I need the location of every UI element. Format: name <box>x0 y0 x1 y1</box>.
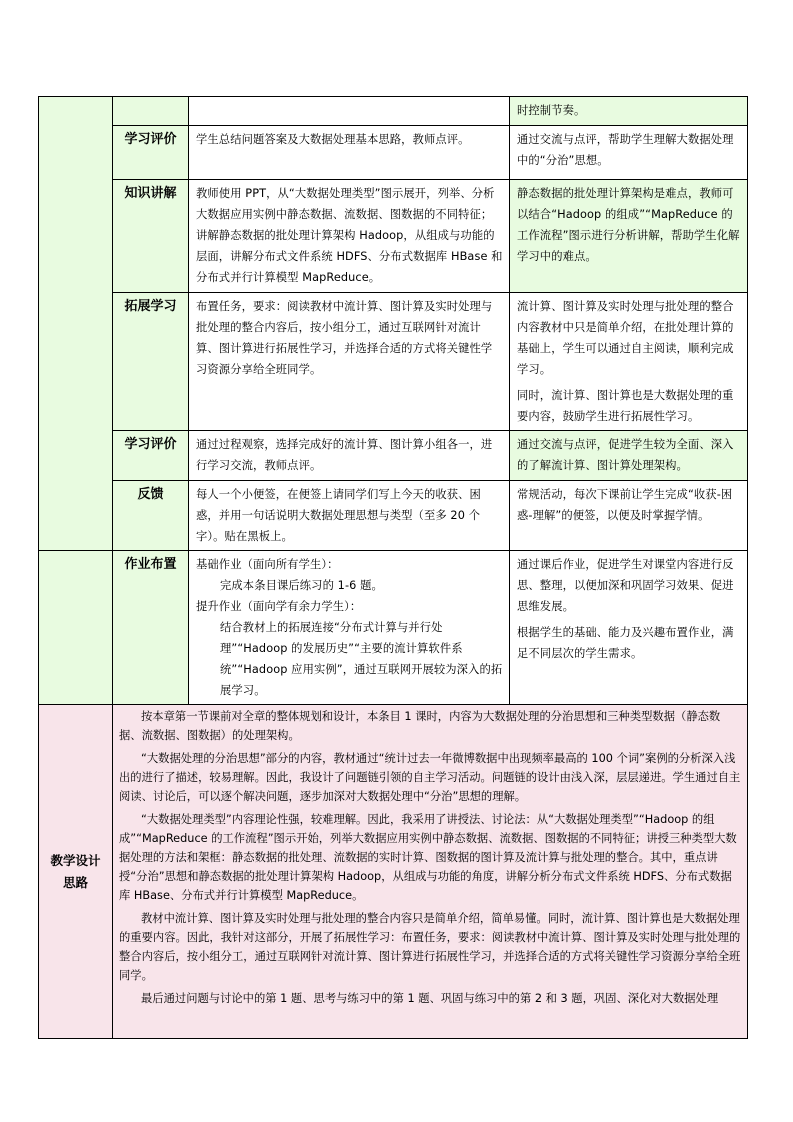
activity-content <box>189 481 510 551</box>
content-paragraph: 学生总结问题答案及大数据处理基本思路，教师点评。 <box>196 133 470 146</box>
activity-note <box>510 431 748 481</box>
lesson-plan-table <box>38 96 748 1039</box>
activity-content <box>189 180 510 293</box>
activity-note <box>510 126 748 180</box>
activity-content <box>189 97 510 126</box>
design-paragraph: “大数据处理类型”内容理论性强，较难理解。因此，我采用了讲授法、讨论法：从“大数据处理类型”“Hadoop 的组成”“MapReduce 的工作流程”图示开始，列举大数据应用实例中静态数据、流数据、图数据的不同特征；讲授三种类型大数据处理的方法和架框：静态数据的批处理、流数据的实时计算、图数据的图计算及流计算与批处理的整合。其中，重点讲授“分治”思想和静态数据的批处理计算架构 Hadoop，从组成与功能的角度，讲解分析分布式文件系统 HDFS、分布式数据库 HBase、分布式并行计算模型 MapReduce。 <box>119 813 737 902</box>
table-row <box>39 180 748 293</box>
note-paragraph: 同时，流计算、图计算也是大数据处理的重要内容，鼓励学生进行拓展性学习。 <box>517 389 734 423</box>
homework-content <box>189 551 510 705</box>
design-label-line: 思路 <box>62 874 88 890</box>
section-label-empty <box>39 551 113 705</box>
design-paragraph: “大数据处理的分治思想”部分的内容，教材通过“统计过去一年微博数据中出现频率最高的 100 个词”案例的分析深入浅出的进行了描述，较易理解。因此，我设计了问题链引领的自主学习活动。问题链的设计由浅入深，层层递进。学生通过自主阅读、讨论后，可以逐个解决问题，逐步加深对大数据处理中“分治”思想的理解。 <box>119 752 741 803</box>
note-paragraph: 通过课后作业，促进学生对课堂内容进行反思、整理，以便加深和巩固学习效果、促进思维发展。 <box>517 558 734 613</box>
design-paragraph: 最后通过问题与讨论中的第 1 题、思考与练习中的第 1 题、巩固与练习中的第 2 和 3 题，巩固、深化对大数据处理 <box>141 992 719 1005</box>
content-paragraph: 通过过程观察，选择完成好的流计算、图计算小组各一，进行学习交流，教师点评。 <box>196 438 493 472</box>
homework-basic-body: 完成本条目课后练习的 1-6 题。 <box>220 579 383 592</box>
note-paragraph: 通过交流与点评，帮助学生理解大数据处理中的“分治”思想。 <box>517 133 734 167</box>
table-row <box>39 431 748 481</box>
activity-content <box>189 431 510 481</box>
activity-label: 学习评价 <box>113 431 189 481</box>
note-paragraph: 流计算、图计算及实时处理与批处理的整合内容教材中只是简单介绍，在批处理计算的基础上，学生可以通过自主阅读，顺利完成学习。 <box>517 300 734 376</box>
section-label-empty <box>39 97 113 551</box>
note-paragraph: 时控制节奏。 <box>517 104 586 117</box>
activity-content <box>189 126 510 180</box>
homework-advanced-title: 提升作业（面向学有余力学生）： <box>196 600 362 613</box>
activity-label: 学习评价 <box>113 126 189 180</box>
note-paragraph: 通过交流与点评，促进学生较为全面、深入的了解流计算、图计算处理架构。 <box>517 438 734 472</box>
homework-note <box>510 551 748 705</box>
table-row <box>39 97 748 126</box>
activity-note <box>510 97 748 126</box>
activity-label: 拓展学习 <box>113 293 189 431</box>
activity-content <box>189 293 510 431</box>
design-label <box>39 705 113 1039</box>
note-paragraph: 静态数据的批处理计算架构是难点，教师可以结合“Hadoop 的组成”“MapReduce 的工作流程”图示进行分析讲解，帮助学生化解学习中的难点。 <box>517 187 740 263</box>
design-row <box>39 705 748 1039</box>
activity-note <box>510 293 748 431</box>
activity-label <box>113 97 189 126</box>
table-row <box>39 481 748 551</box>
content-paragraph: 每人一个小便签，在便签上请同学们写上今天的收获、困惑，并用一句话说明大数据处理思想与类型（至多 20 个字）。贴在黑板上。 <box>196 488 481 543</box>
design-paragraph: 教材中流计算、图计算及实时处理与批处理的整合内容只是简单介绍，简单易懂。同时，流计算、图计算也是大数据处理的重要内容。因此，我针对这部分，开展了拓展性学习：布置任务，要求：阅读教材中流计算、图计算及实时处理与批处理的整合内容后，按小组分工，通过互联网针对流计算、图计算进行拓展性学习，并选择合适的方式将关键性学习资源分享给全班同学。 <box>119 912 741 982</box>
note-paragraph: 根据学生的基础、能力及兴趣布置作业，满足不同层次的学生需求。 <box>517 626 734 660</box>
homework-row <box>39 551 748 705</box>
homework-advanced-body: 结合教材上的拓展连接“分布式计算与并行处理”“Hadoop 的发展历史”“主要的流计算软件系统”“Hadoop 应用实例”，通过互联网开展较为深入的拓展学习。 <box>220 621 503 697</box>
note-paragraph: 常规活动，每次下课前让学生完成“收获-困惑-理解”的便签，以便及时掌握学情。 <box>517 488 733 522</box>
activity-label: 知识讲解 <box>113 180 189 293</box>
activity-note <box>510 481 748 551</box>
homework-basic-title: 基础作业（面向所有学生）： <box>196 558 339 571</box>
table-row <box>39 126 748 180</box>
content-paragraph: 教师使用 PPT，从“大数据处理类型”图示展开，列举、分析大数据应用实例中静态数据、流数据、图数据的不同特征；讲解静态数据的批处理计算架构 Hadoop，从组成与功能的层面，讲解分布式文件系统 HDFS、分布式数据库 HBase 和分布式并行计算模型 MapReduce。 <box>196 187 503 284</box>
homework-label: 作业布置 <box>113 551 189 705</box>
content-paragraph: 布置任务，要求：阅读教材中流计算、图计算及实时处理与批处理的整合内容后，按小组分工，通过互联网针对流计算、图计算进行拓展性学习，并选择合适的方式将关键性学习资源分享给全班同学。 <box>196 300 493 376</box>
activity-note <box>510 180 748 293</box>
design-label-line: 教学设计 <box>50 852 101 868</box>
design-content <box>113 705 748 1039</box>
activity-label: 反馈 <box>113 481 189 551</box>
design-paragraph: 按本章第一节课前对全章的整体规划和设计，本条目 1 课时，内容为大数据处理的分治思想和三种类型数据（静态数据、流数据、图数据）的处理架构。 <box>119 710 721 742</box>
table-row <box>39 293 748 431</box>
